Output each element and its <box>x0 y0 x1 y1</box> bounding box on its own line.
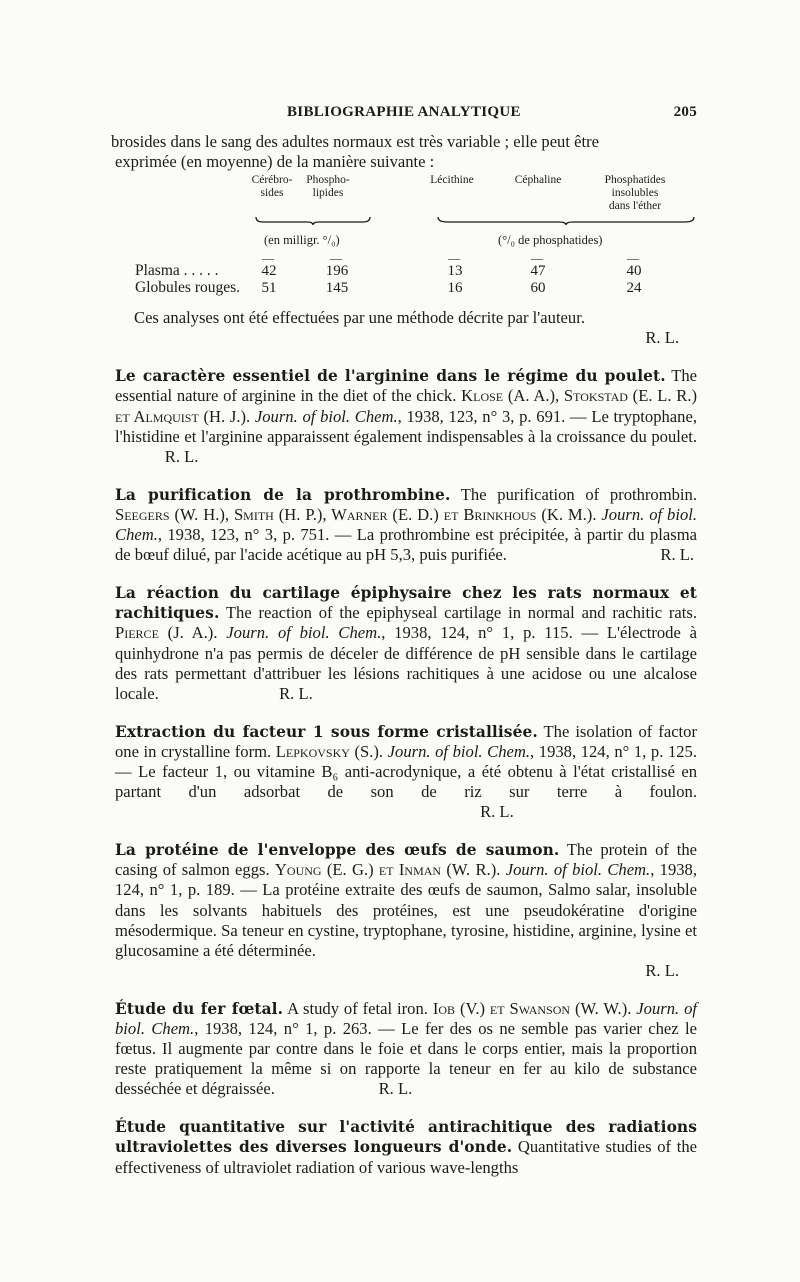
closing-paragraph <box>115 308 697 328</box>
closing-signature: R. L. <box>645 328 679 348</box>
col-header-text: Phospho- <box>306 174 350 187</box>
col-header-text: insolubles <box>611 187 659 200</box>
article-title: La réaction du cartilage épiphysaire chez les rats normaux et rachitiques. <box>115 584 697 623</box>
article-signature: R. L. <box>279 683 313 703</box>
article-journal: Journ. of biol. Chem. <box>115 998 697 1038</box>
col-header-phospholipides <box>293 174 363 200</box>
article-authors: Klose (A. A.), Stokstad (E. L. R.) et Almquist (H. J.). <box>115 386 697 426</box>
article-saumon <box>115 840 697 961</box>
col-header-phosphatides-insolubles <box>585 174 685 213</box>
article-journal: Journ. of biol. Chem. <box>226 623 382 643</box>
article-title: Étude quantitative sur l'activité antirachitique des radiations ultraviolettes des diverses longueurs d'onde. <box>115 1118 697 1157</box>
lipid-table <box>115 172 697 300</box>
dash: — <box>531 251 543 266</box>
article-ultraviolet <box>115 1117 697 1177</box>
table-cell: 51 <box>261 280 277 297</box>
article-abstract: Le tryptophane, l'histidine et l'arginine apparaissent également indispensables à la croissance du poulet. <box>115 406 697 446</box>
table-cell: 16 <box>447 280 463 297</box>
table-cell: 13 <box>447 263 463 280</box>
article-fer-foetal <box>115 999 697 1099</box>
dash: — <box>448 251 460 266</box>
unit-right: (°/₀ de phosphatides) <box>498 233 603 248</box>
col-header-text: lipides <box>312 187 344 200</box>
table-cell: 60 <box>530 280 546 297</box>
article-signature: R. L. <box>480 802 514 822</box>
intro-line-2: exprimée (en moyenne) de la manière suivante : <box>115 152 435 172</box>
article-facteur-1 <box>115 722 697 822</box>
article-title: Le caractère essentiel de l'arginine dans le régime du poulet. <box>115 367 666 386</box>
article-abstract: Le facteur 1, ou vitamine B₆ anti-acrodynique, a été obtenu à l'état cristallisé en partant d'un adsorbat de son de riz sur terre à foulon. <box>115 761 697 802</box>
article-abstract: La protéine extraite des œufs de saumon, Salmo salar, insoluble dans les solvants habituels des protéines, est une pseudokératine d'origine mésodermique. Sa teneur en cystine, tryptophane, tyrosine, histidine, arginine, lysine et glucosamine a été déterminée. <box>115 880 697 960</box>
running-header <box>115 104 697 130</box>
article-title: Étude du fer fœtal. <box>115 999 284 1018</box>
article-journal: Journ. of biol. Chem. <box>387 741 531 761</box>
article-abstract: La prothrombine est précipitée, à partir du plasma de bœuf dilué, par l'acide acétique au pH 5,3, puis purifiée. <box>115 525 697 565</box>
article-arginine <box>115 366 697 466</box>
table-cell: 42 <box>261 263 277 280</box>
article-authors: Pierce (J. A.). <box>115 623 218 643</box>
unit-left: (en milligr. °/₀) <box>264 233 340 248</box>
dash: — <box>627 251 639 266</box>
article-citation: , 1938, 123, n° 3, p. 751. — <box>157 525 352 545</box>
brace-right <box>437 216 695 225</box>
col-header-text: sides <box>260 187 284 200</box>
table-cell: 47 <box>530 263 546 280</box>
article-english-title: The reaction of the epiphyseal cartilage in normal and rachitic rats. <box>225 603 697 623</box>
article-citation: , 1938, 123, n° 3, p. 691. — <box>397 406 587 426</box>
article-abstract: Le fer des os ne semble pas varier chez le fœtus. Il augmente par contre dans le foie et dans le corps entier, mais la proportion reste pratiquement la même si on rapporte la teneur en fer au kilo de substance desséchée et dégraissée. <box>115 1019 697 1099</box>
article-prothrombine <box>115 485 697 565</box>
article-citation: , 1938, 124, n° 1, p. 115. — <box>381 623 599 643</box>
article-journal: Journ. of biol. Chem. <box>115 504 697 545</box>
col-header-text: Céphaline <box>514 174 562 187</box>
article-title: Extraction du facteur 1 sous forme cristallisée. <box>115 722 538 741</box>
article-signature: R. L. <box>378 1079 413 1099</box>
article-signature: R. L. <box>660 545 695 565</box>
article-english-title: The purification of prothrombin. <box>460 484 697 504</box>
dash: — <box>262 251 274 266</box>
article-abstract: L'électrode à quinhydrone n'a pas permis de déceler de différence de pH sensible dans le cartilage des rats permettant d'attribuer les lésions rachitiques à une acidose ou une alcalose locale. <box>115 623 697 703</box>
intro-line-1: brosides dans le sang des adultes normaux est très variable ; elle peut être <box>111 132 599 151</box>
table-cell: 40 <box>626 263 642 280</box>
intro-paragraph <box>111 132 697 172</box>
article-english-title: Quantitative studies of the effectiveness of ultraviolet radiation of various wave-lengths <box>115 1137 698 1177</box>
article-title: La purification de la prothrombine. <box>115 485 451 504</box>
row-label-plasma: Plasma . . . . . <box>135 262 219 280</box>
col-header-text: Cérébro- <box>251 174 293 187</box>
article-title: La protéine de l'enveloppe des œufs de saumon. <box>115 841 560 860</box>
article-signature: R. L. <box>645 960 679 980</box>
table-cell: 196 <box>325 263 349 280</box>
article-english-title: A study of fetal iron. <box>287 998 428 1018</box>
article-authors: Young (E. G.) et Inman (W. R.). <box>274 860 501 880</box>
article-authors: Iob (V.) et Swanson (W. W.). <box>432 998 632 1018</box>
article-journal: Journ. of biol. Chem. <box>254 406 398 426</box>
article-citation: , 1938, 124, n° 1, p. 125. — <box>115 741 697 781</box>
closing-text: Ces analyses ont été effectuées par une méthode décrite par l'auteur. <box>134 308 585 328</box>
article-english-title: The essential nature of arginine in the diet of the chick. <box>115 366 697 406</box>
article-authors: Seegers (W. H.), Smith (H. P.), Warner (E. D.) et Brinkhous (K. M.). <box>115 504 597 524</box>
article-english-title: The isolation of factor one in crystalline form. <box>115 721 697 761</box>
brace-left <box>255 216 371 225</box>
col-header-text: Phosphatides <box>604 174 666 187</box>
dash: — <box>330 251 342 266</box>
col-header-text: dans l'éther <box>608 200 662 213</box>
article-citation: , 1938, 124, n° 1, p. 189. — <box>115 860 697 900</box>
table-cell: 24 <box>626 280 642 297</box>
col-header-cephaline <box>500 174 576 187</box>
page <box>111 104 698 1178</box>
article-english-title: The protein of the casing of salmon eggs. <box>115 840 697 880</box>
col-header-text: Lécithine <box>430 174 474 187</box>
article-cartilage <box>115 583 697 704</box>
page-number: 205 <box>673 104 697 120</box>
row-label-globules-rouges: Globules rouges. <box>135 279 241 297</box>
col-header-lecithine <box>417 174 487 187</box>
header-title: BIBLIOGRAPHIE ANALYTIQUE <box>287 104 521 120</box>
article-citation: , 1938, 124, n° 1, p. 263. — <box>194 1019 395 1038</box>
article-signature: R. L. <box>164 446 199 466</box>
article-journal: Journ. of biol. Chem. <box>505 860 651 880</box>
table-cell: 145 <box>325 280 349 297</box>
article-authors: Lepkovsky (S.). <box>275 741 384 761</box>
